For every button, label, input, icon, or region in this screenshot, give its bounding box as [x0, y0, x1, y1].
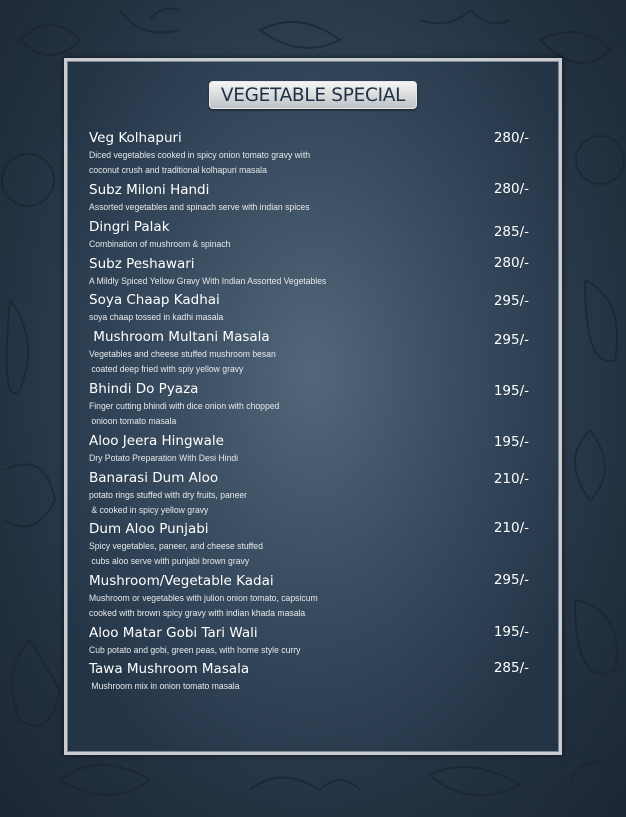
menu-item-description: Finger cutting bhindi with dice onion with chopped onioon tomato masala: [89, 400, 280, 426]
menu-item-name: Soya Chaap Kadhai: [89, 292, 220, 308]
menu-item-name: Tawa Mushroom Masala: [89, 661, 250, 677]
menu-item: [89, 380, 509, 428]
menu-item-price: 195/-: [493, 383, 529, 399]
menu-item-price: 280/-: [493, 181, 529, 197]
menu-item-price: 295/-: [493, 572, 529, 588]
menu-item-description: Dry Potato Preparation With Desi Hindi: [89, 452, 239, 463]
menu-item-name: Subz Peshawari: [89, 256, 195, 272]
menu-item-description: soya chaap tossed in kadhi masala: [89, 311, 224, 322]
menu-item-price: 280/-: [493, 255, 529, 271]
menu-item-name: Mushroom Multani Masala: [89, 329, 270, 345]
menu-item-price: 210/-: [493, 471, 529, 487]
menu-item: [89, 624, 509, 657]
menu-item: [89, 129, 509, 177]
menu-item-name: Subz Miloni Handi: [89, 182, 210, 198]
menu-section-title: VEGETABLE SPECIAL: [209, 81, 417, 109]
menu-item-price: 195/-: [493, 434, 529, 450]
menu-item-name: Aloo Matar Gobi Tari Wali: [89, 625, 258, 641]
menu-item-name: Bhindi Do Pyaza: [89, 381, 199, 397]
menu-item: [89, 660, 509, 693]
menu-item-name: Dingri Palak: [89, 219, 170, 235]
menu-item: [89, 469, 509, 517]
menu-item-description: A Mildly Spiced Yellow Gravy With Indian Assorted Vegetables: [89, 275, 327, 286]
menu-item-description: Mushroom mix in onion tomato masala: [89, 680, 240, 691]
menu-item-name: Dum Aloo Punjabi: [89, 521, 209, 537]
menu-item-description: potato rings stuffed with dry fruits, paneer & cooked in spicy yellow gravy: [89, 489, 248, 515]
menu-item-price: 210/-: [493, 520, 529, 536]
menu-item-description: Cub potato and gobi, green peas, with home style curry: [89, 644, 301, 655]
menu-item: [89, 181, 509, 214]
menu-item-price: 295/-: [493, 293, 529, 309]
menu-item-name: Aloo Jeera Hingwale: [89, 433, 224, 449]
menu-item-description: Diced vegetables cooked in spicy onion tomato gravy with coconut crush and traditional kolhapuri masala: [89, 149, 311, 175]
menu-item-price: 285/-: [493, 660, 529, 676]
menu-item-name: Mushroom/Vegetable Kadai: [89, 573, 274, 589]
menu-item: [89, 520, 509, 568]
menu-item: [89, 572, 509, 620]
menu-item-name: Veg Kolhapuri: [89, 130, 182, 146]
menu-item-price: 280/-: [493, 130, 529, 146]
menu-item: [89, 218, 509, 251]
menu-item: [89, 255, 509, 288]
menu-item-price: 195/-: [493, 624, 529, 640]
menu-item-description: Spicy vegetables, paneer, and cheese stuffed cubs aloo serve with punjabi brown gravy: [89, 540, 263, 566]
menu-item: [89, 291, 509, 324]
menu-item-description: Vegetables and cheese stuffed mushroom besan coated deep fried with spiy yellow gravy: [89, 348, 276, 374]
menu-item-price: 285/-: [493, 224, 529, 240]
menu-item-description: Mushroom or vegetables with julion onion tomato, capsicum cooked with brown spicy gravy with indian khada masala: [89, 592, 318, 618]
menu-item-description: Combination of mushroom & spinach: [89, 238, 231, 249]
menu-item: [89, 432, 509, 465]
menu-item-price: 295/-: [493, 332, 529, 348]
menu-item-name: Banarasi Dum Aloo: [89, 470, 219, 486]
menu-item-description: Assorted vegetables and spinach serve with indian spices: [89, 201, 310, 212]
menu-item: [89, 328, 509, 376]
